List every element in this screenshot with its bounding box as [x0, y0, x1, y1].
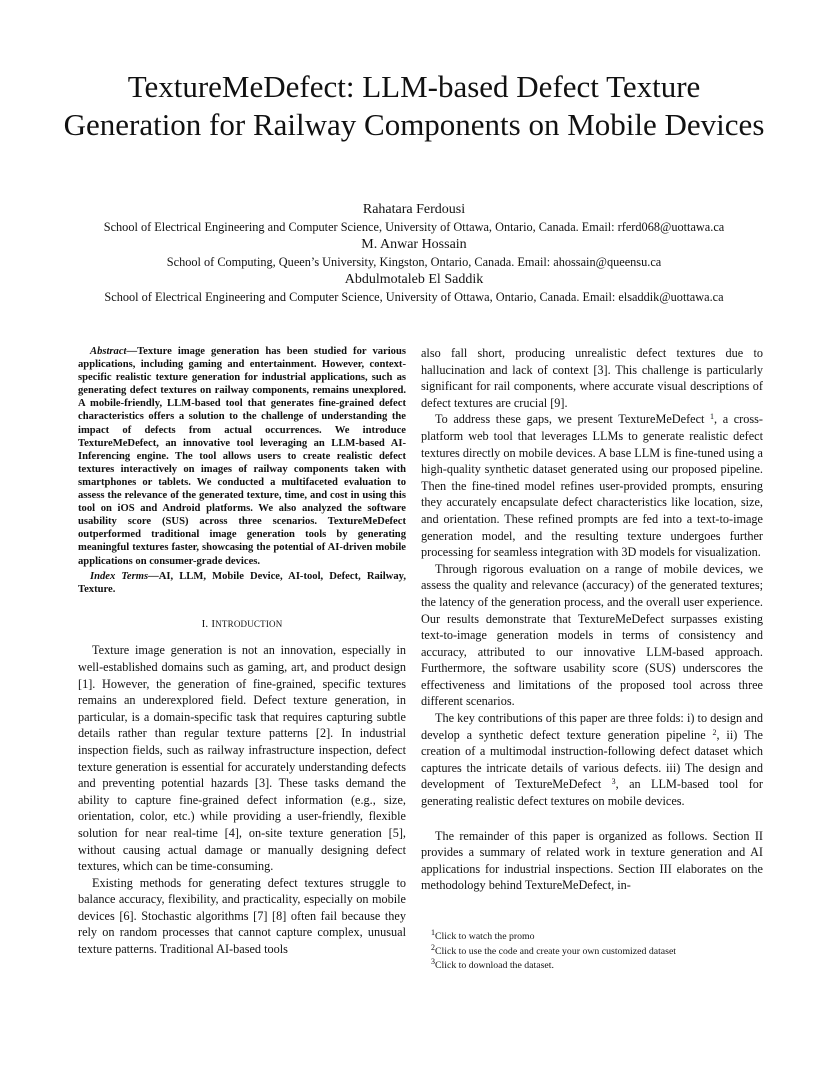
index-terms-text: —AI, LLM, Mobile Device, AI-tool, Defect, Railway, Texture.	[78, 570, 406, 595]
body-paragraph: The remainder of this paper is organized as follows. Section II provides a summary of related work in texture generation and AI applications for industrial inspections. Section III elaborates on the methodology behind TextureMeDefect, in-	[421, 828, 763, 893]
section-heading-introduction: I. INTRODUCTION	[201, 617, 283, 630]
footnote-ref[interactable]: 1	[710, 412, 715, 422]
abstract	[78, 345, 406, 568]
footnotes	[431, 930, 771, 974]
author-block	[30, 201, 798, 306]
body-paragraph: The key contributions of this paper are three folds: i) to design and develop a synthetic defect texture generation pipeline $^2$, ii) The creation of a multimodal instruction-following defect dataset which captures the intricate details of various defects. iii) The design and development of TextureMeDefect $^3$, an LLM-based tool for generating realistic defect textures on mobile devices.	[421, 711, 763, 809]
paper-title: TextureMeDefect: LLM-based Defect Texture Generation for Railway Components on Mobile Devices	[63, 69, 765, 142]
abstract-text: —Texture image generation has been studied for various applications, including gaming and entertainment. However, context-specific realistic texture generation for industrial applications, such as generating defect textures on railway components, remains unexplored. A mobile-friendly, LLM-based tool that generates fine-grained defect characteristics offers a solution to the challenge of understanding the impact of defects from actual occurrences. We introduce TextureMeDefect, an innovative tool leveraging an LLM-based AI-Inferencing engine. The tool allows users to create realistic defect textures interactively on images of railway components taken with smartphones or tablets. We conducted a multifaceted evaluation to assess the relevance of the generated texture, time, and cost in using this tool on iOS and Android platforms. We also analyzed the software usability score (SUS) across three scenarios. TextureMeDefect outperformed traditional image generation tools by generating meaningful textures faster, showcasing the potential of AI-driven mobile applications on consumer-grade devices.	[78, 346, 406, 567]
footnote-ref[interactable]: 2	[712, 727, 717, 737]
index-terms-label: Index Terms	[90, 570, 149, 582]
right-column	[421, 345, 763, 894]
author-name: M. Anwar Hossain	[361, 237, 467, 252]
author-name: Abdulmotaleb El Saddik	[344, 272, 484, 287]
body-paragraph: also fall short, producing unrealistic defect textures due to hallucination and lack of context [3]. This challenge is particularly significant for rail components, where accurate visual descriptions of defect textures are crucial [9].	[421, 346, 763, 410]
author-name: Rahatara Ferdousi	[362, 202, 466, 217]
author-affiliation: School of Computing, Queen’s University, Kingston, Ontario, Canada. Email: ahossain@queensu.ca	[166, 255, 662, 269]
footnote-ref[interactable]: 3	[611, 777, 616, 787]
footnote[interactable]: $^2$Click to use the code and create your own customized dataset	[431, 942, 677, 957]
footnote-link[interactable]: Click to use the code and create your own customized dataset	[435, 945, 677, 957]
footnote[interactable]: $^3$Click to download the dataset.	[431, 957, 554, 971]
author-affiliation: School of Electrical Engineering and Computer Science, University of Ottawa, Ontario, Canada. Email: rferd068@uottawa.ca	[103, 220, 725, 234]
author-affiliation: School of Electrical Engineering and Computer Science, University of Ottawa, Ontario, Canada. Email: elsaddik@uottawa.ca	[104, 290, 724, 304]
footnote[interactable]: $^1$Click to watch the promo	[431, 928, 535, 942]
body-paragraph: Through rigorous evaluation on a range of mobile devices, we assess the quality and relevance (accuracy) of the generated textures; the latency of the generation process, and the overall user experience. Our results demonstrate that TextureMeDefect surpasses existing text-to-image generation models in terms of consistency and accuracy, attributed to our innovative LLM-based approach. Furthermore, the software usability score (SUS) underscores the effectiveness and limitations of the proposed tool across three different scenarios.	[421, 561, 763, 709]
left-column	[78, 345, 406, 958]
body-paragraph: Texture image generation is not an innovation, especially in well-established domains such as gaming, art, and product design [1]. However, the generation of fine-grained, specific textures remains an underexplored field. Defect texture generation, in particular, is a domain-specific task that requires capturing subtle details rather than regular texture patterns [2]. In industrial inspection fields, such as railway infrastructure inspection, defect texture generation is essential for accurately understanding defects and preventing potential hazards [3]. These tasks demand the ability to capture fine-grained defect information (e.g., size, orientation, color, etc.) while providing a user-friendly, flexible solution for near real-time [4], on-site texture generation [5], without causing actual damage or manually designing defect textures, which can be time-consuming.	[78, 643, 406, 874]
index-terms	[78, 570, 406, 596]
footnote-link[interactable]: Click to watch the promo	[435, 931, 535, 942]
body-paragraph: To address these gaps, we present TextureMeDefect $^1$, a cross-platform web tool that leverages LLMs to generate realistic defect textures directly on mobile devices. A base LLM is fine-tuned using a high-quality synthetic dataset generated using our proposed pipeline. Then the fine-tined model refines user-provided prompts, ensuring they accurately encapsulate defect characteristics like location, size, and orientation. These refined prompts are fed into a text-to-image generation model, and the resulting texture undergoes further processing for seamless integration with 3D models for visualization.	[421, 412, 763, 560]
body-paragraph: Existing methods for generating defect textures struggle to balance accuracy, flexibility, and practicality, especially on mobile devices [6]. Stochastic algorithms [7] [8] often fail because they rely on random processes that cannot capture complex, unusual texture patterns. Traditional AI-based tools	[78, 875, 406, 957]
footnote-link[interactable]: Click to download the dataset.	[435, 960, 554, 971]
abstract-label: Abstract	[90, 346, 127, 357]
